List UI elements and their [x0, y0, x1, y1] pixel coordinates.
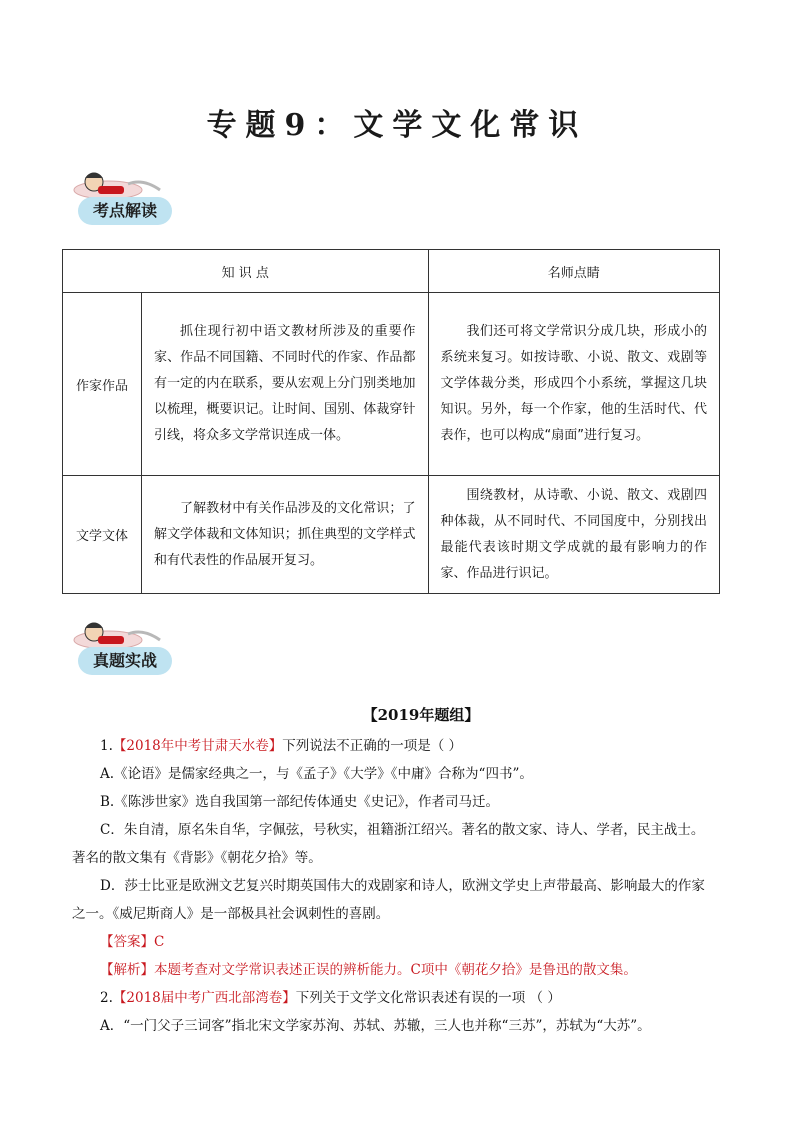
option-b: B.《陈涉世家》选自我国第一部纪传体通史《史记》，作者司马迁。: [100, 794, 499, 810]
row-category: 作家作品: [63, 293, 142, 476]
question-1-line: [100, 732, 722, 760]
row-tip: 我们还可将文学常识分成几块，形成小的系统来复习。如按诗歌、小说、散文、戏剧等文学体裁分类，形成四个小系统，掌握这几块知识。另外，每一个作家，他的生活时代、代表作，也可以构成“扇面”进行复习。: [428, 293, 720, 476]
row-point: 抓住现行初中语文教材所涉及的重要作家、作品不同国籍、不同时代的作家、作品都有一定的内在联系，要从宏观上分门别类地加以梳理，概要识记。让时间、国别、体裁穿针引线，将众多文学常识连成一体。: [142, 293, 429, 476]
question-2-line: [100, 984, 722, 1012]
section-label: 考点解读: [78, 197, 172, 225]
page-title: 专题9：文学文化常识: [206, 108, 588, 143]
section-badge-zhenti: [68, 618, 178, 680]
header-knowledge-point: 知 识 点: [63, 250, 429, 293]
row-tip: 围绕教材，从诗歌、小说、散文、戏剧四种体裁，从不同时代、不同国度中，分别找出最能代表该时期文学成就的最有影响力的作家、作品进行识记。: [428, 476, 720, 594]
knowledge-table: [62, 249, 720, 594]
question-number: 1.: [100, 738, 113, 754]
question-number: 2.: [100, 990, 113, 1006]
question-source: 【2018届中考广西北部湾卷】: [112, 990, 296, 1006]
option-a: A.《论语》是儒家经典之一，与《孟子》《大学》《中庸》合称为“四书”。: [100, 766, 533, 782]
row-point: 了解教材中有关作品涉及的文化常识；了解文学体裁和文体知识；抓住典型的文学样式和有代表性的作品展开复习。: [142, 476, 429, 594]
option-d: D．莎士比亚是欧洲文艺复兴时期英国伟大的戏剧家和诗人，欧洲文学史上声带最高、影响最大的作家: [100, 878, 705, 894]
option-c-cont: 著名的散文集有《背影》《朝花夕拾》等。: [72, 850, 322, 866]
question-stem: 下列说法不正确的一项是（ ）: [282, 738, 463, 754]
question-source: 【2018年中考甘肃天水卷】: [112, 738, 283, 754]
section-badge-kaodian: [68, 168, 178, 230]
answer: 【答案】C: [100, 934, 165, 950]
option-c: C．朱自清，原名朱自华，字佩弦，号秋实，祖籍浙江绍兴。著名的散文家、诗人、学者，民主战士。: [100, 822, 705, 838]
option-d-cont: 之一。《威尼斯商人》是一部极具社会讽刺性的喜剧。: [72, 906, 390, 922]
group-title: 【2019年题组】: [362, 706, 480, 724]
row-category: 文学文体: [63, 476, 142, 594]
question-stem: 下列关于文学文化常识表述有误的一项 （ ）: [295, 990, 561, 1006]
question-content: [72, 700, 722, 1040]
section-label: 真题实战: [78, 647, 172, 675]
option-a: A．“一门父子三词客”指北宋文学家苏洵、苏轼、苏辙，三人也并称“三苏”，苏轼为“大苏”。: [100, 1018, 651, 1034]
header-teacher-tip: 名师点睛: [428, 250, 720, 293]
analysis: 【解析】本题考查对文学常识表述正误的辨析能力。C项中《朝花夕拾》是鲁迅的散文集。: [100, 962, 637, 978]
